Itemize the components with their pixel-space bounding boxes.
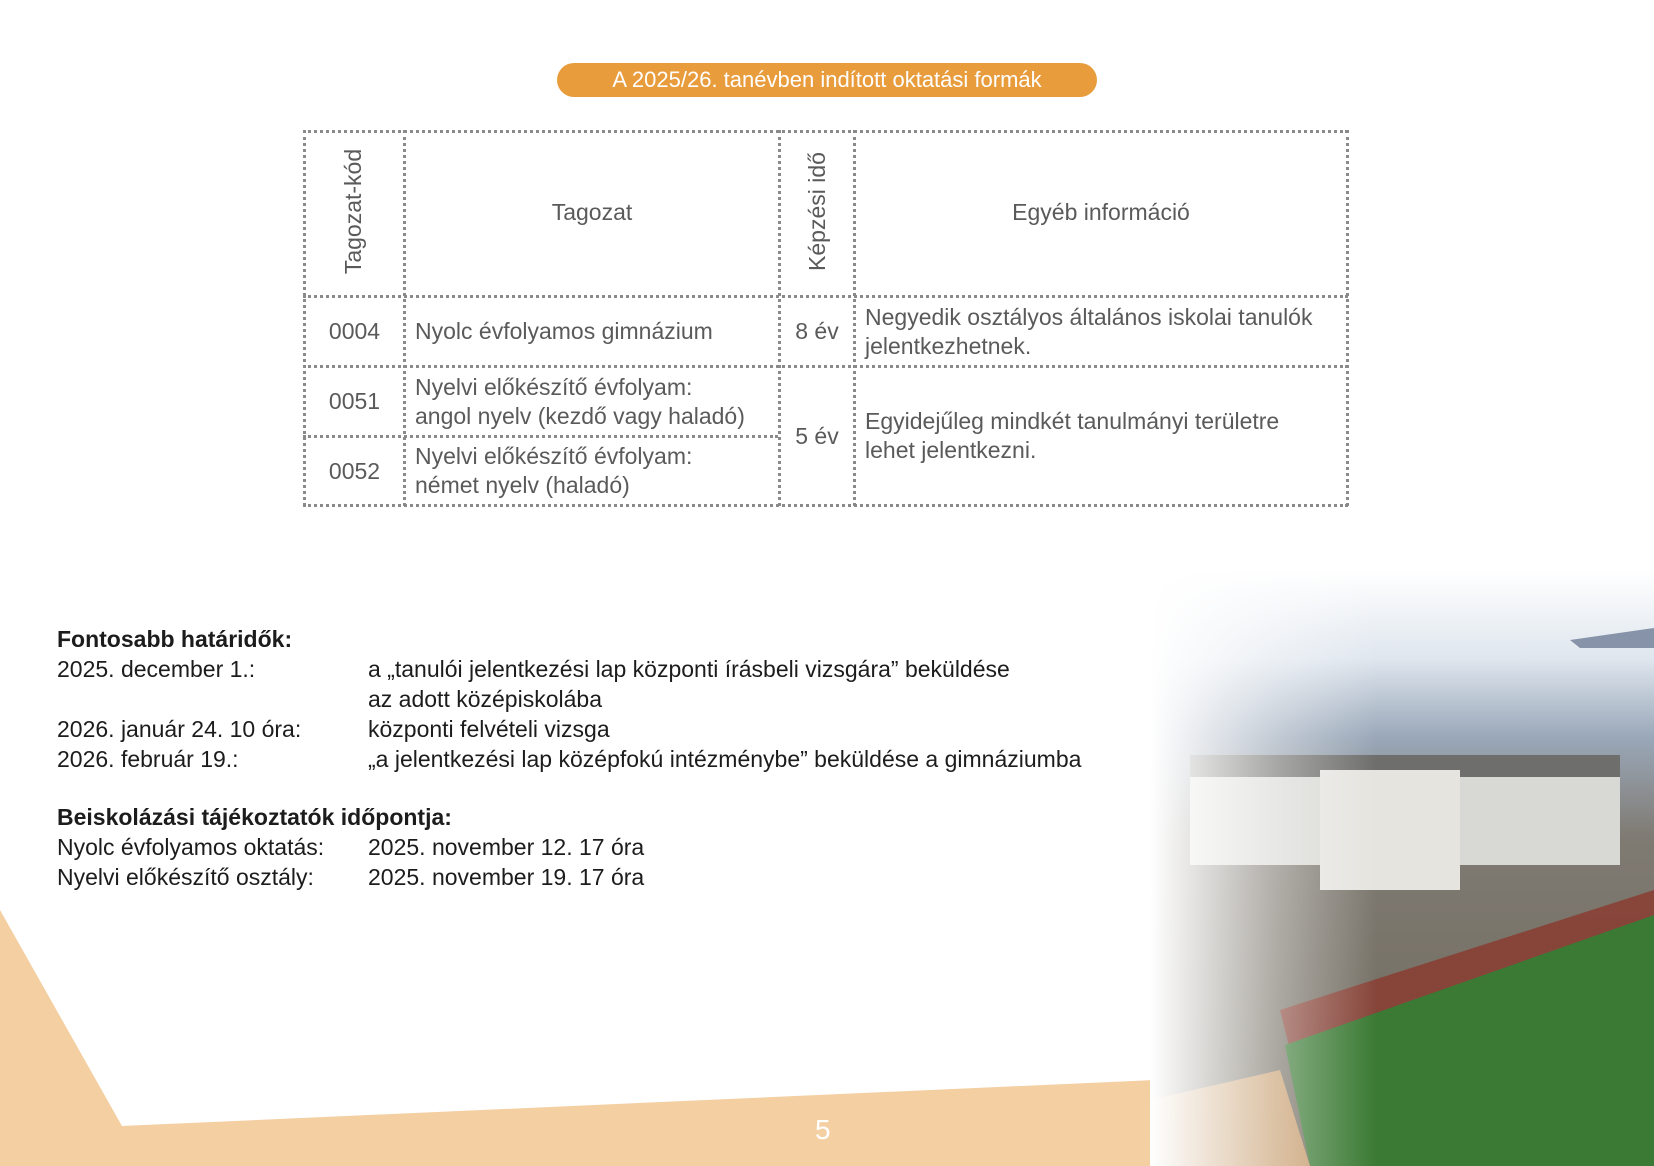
merged-duration: 5 év [795, 422, 839, 449]
deadline-item [57, 744, 1081, 774]
merged-info [865, 368, 1345, 504]
row-0004-duration: 8 év [795, 318, 839, 344]
table-border-right [1346, 130, 1349, 506]
info-session-when: 2025. november 12. 17 óra [368, 834, 645, 860]
header-program: Tagozat [551, 199, 633, 225]
row-0051-code: 0051 [328, 388, 381, 414]
row-0004-code: 0004 [328, 318, 381, 344]
deadline-text: „a jelentkezési lap középfokú intézménybe” beküldése a gimnáziumba [368, 746, 1082, 772]
info-sessions-heading: Beiskolázási tájékoztatók időpontja: [57, 804, 452, 830]
row-0004-info-line1: Negyedik osztályos általános iskolai tanulók [865, 303, 1313, 330]
header-info: Egyéb információ [1012, 199, 1190, 225]
school-aerial-photo [1150, 570, 1654, 1166]
row-0051-program [415, 368, 775, 435]
deadline-item [57, 654, 1081, 684]
header-code: Tagozat-kód [340, 148, 366, 275]
deadline-text: az adott középiskolába [368, 686, 602, 712]
row-0004-program: Nyolc évfolyamos gimnázium [415, 318, 713, 344]
info-sessions-section [57, 802, 644, 892]
page-number: 5 [815, 1114, 831, 1145]
deadline-item [57, 684, 1081, 714]
deadlines-section [57, 624, 1081, 774]
deadline-text: központi felvételi vizsga [368, 716, 610, 742]
info-session-when: 2025. november 19. 17 óra [368, 864, 645, 890]
info-session-item [57, 862, 644, 892]
deadlines-heading: Fontosabb határidők: [57, 626, 293, 652]
programs-table [303, 130, 1348, 506]
deadline-item [57, 714, 1081, 744]
row-0052-program [415, 438, 775, 504]
row-0004-info-line2: jelentkezhetnek. [865, 332, 1032, 359]
row-0052-code: 0052 [328, 457, 381, 484]
table-border-bottom [303, 504, 1348, 507]
deadline-text: a „tanulói jelentkezési lap központi írásbeli vizsgára” beküldése [368, 656, 1010, 682]
row-0051-program-line2: angol nyelv (kezdő vagy haladó) [415, 402, 745, 429]
deadline-date: 2026. február 19.: [57, 746, 239, 772]
row-0004-info [865, 298, 1345, 365]
info-session-label: Nyelvi előkészítő osztály: [57, 864, 314, 890]
header-duration: Képzési idő [804, 152, 830, 271]
row-0052-program-line1: Nyelvi előkészítő évfolyam: [415, 443, 693, 469]
merged-info-line1: Egyidejűleg mindkét tanulmányi területre [865, 408, 1280, 434]
merged-info-line2: lehet jelentkezni. [865, 437, 1037, 463]
section-title-pill: A 2025/26. tanévben indított oktatási formák [557, 63, 1097, 97]
row-0051-program-line1: Nyelvi előkészítő évfolyam: [415, 373, 693, 400]
deadline-date: 2025. december 1.: [57, 656, 256, 682]
row-0052-program-line2: német nyelv (haladó) [415, 472, 630, 498]
deadline-date [57, 684, 368, 714]
deadline-date: 2026. január 24. 10 óra: [57, 716, 302, 742]
info-session-item [57, 832, 644, 862]
info-session-label: Nyolc évfolyamos oktatás: [57, 834, 325, 860]
